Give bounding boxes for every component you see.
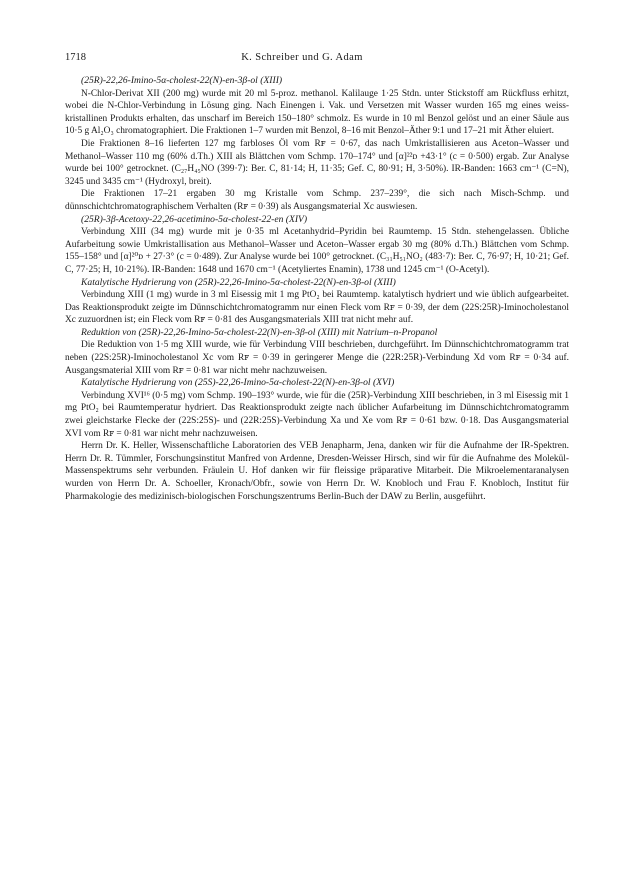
paragraph: Die Fraktionen 17–21 ergaben 30 mg Kristalle vom Schmp. 237–239°, die sich nach Misch-Schmp. und dünnschichtchromatographischem Verhalten (Rꜰ = 0·39) als Ausgangsmaterial Xc auswiesen.	[65, 189, 569, 212]
paragraph: Verbindung XIII (34 mg) wurde mit je 0·35 ml Acetanhydrid–Pyridin bei Raumtemp. 15 Stdn. stehengelassen. Übliche Aufarbeitung sowie Umkristallisation aus Methanol–Wasser und Aceton–Wasser ergab 30 mg (80% d.Th.) Blättchen vom Schmp. 155–158° und [α]²⁰ᴅ + 27·3° (c = 0·489). Zur Analyse wurde bei 100° getrocknet. (C₃₁H₅₁NO₂ (483·7): Ber. C, 76·97; H, 10·21; Gef. C, 77·25; H, 10·21%). IR-Banden: 1648 und 1670 cm⁻¹ (Acetyliertes Enamin), 1738 und 1245 cm⁻¹ (O-Acetyl).	[65, 227, 569, 275]
paragraph: Die Reduktion von 1·5 mg XIII wurde, wie für Verbindung VIII beschrieben, durchgeführt. Im Dünnschichtchromatogramm trat neben (22S:25R)-Iminocholestanol Xc vom Rꜰ = 0·39 in geringerer Menge die (22R:25R)-Verbindung Xd vom Rꜰ = 0·34 auf. Ausgangsmaterial XIII vom Rꜰ = 0·81 war nicht mehr nachzuweisen.	[65, 340, 569, 376]
running-title: K. Schreiber und G. Adam	[241, 52, 363, 63]
section-heading: (25R)-22,26-Imino-5α-cholest-22(N)-en-3β-ol (XIII)	[81, 75, 283, 86]
section-xiv-acetoxy	[65, 214, 569, 277]
page-number: 1718	[65, 52, 86, 63]
article-body	[65, 75, 569, 503]
section-heading: (25R)-3β-Acetoxy-22,26-acetimino-5α-cholest-22-en (XIV)	[81, 213, 308, 225]
section-heading: Katalytische Hydrierung von (25R)-22,26-Imino-5α-cholest-22(N)-en-3β-ol (XIII)	[81, 276, 396, 288]
section-reduction-xiii	[65, 327, 569, 377]
paragraph: Die Fraktionen 8–16 lieferten 127 mg farbloses Öl vom Rꜰ = 0·67, das nach Umkristallisieren aus Aceton–Wasser und Methanol–Wasser 110 mg (60% d.Th.) XIII als Blättchen vom Schmp. 170–174° und [α]²²ᴅ +43·1° (c = 0·500) ergab. Zur Analyse wurde bei 100° getrocknet. (C₂₇H₄₅NO (399·7): Ber. C, 81·14; H, 11·35; Gef. C, 80·91; H, 3·50%). IR-Banden: 1663 cm⁻¹ (C=N), 3245 und 3435 cm⁻¹ (Hydroxyl, breit).	[65, 138, 569, 187]
acknowledgement-paragraph: Herrn Dr. K. Heller, Wissenschaftliche Laboratorien des VEB Jenapharm, Jena, danken wir für die Aufnahme der IR-Spektren. Herrn Dr. R. Tümmler, Forschungsinstitut Manfred von Ardenne, Dresden-Weisser Hirsch, sind wir für die Aufnahme des Molekül-Massenspektrums sehr verbunden. Fräulein U. Hof danken wir für fleissige präparative Mitarbeit. Die Mikroelementaranalysen wurden von Herrn Dr. A. Schoeller, Kronach/Obfr., sowie von Herrn Dr. W. Knobloch und Frau F. Knobloch, Institut für Pharmakologie des medizinisch-biologischen Forschungszentrums Berlin-Buch der DAW zu Berlin, ausgeführt.	[65, 441, 569, 502]
section-hydrogenation-xiii	[65, 277, 569, 327]
paragraph: Verbindung XVI¹⁶ (0·5 mg) vom Schmp. 190–193° wurde, wie für die (25R)-Verbindung XIII beschrieben, in 3 ml Eisessig mit 1 mg PtO₂ bei Raumtemperatur hydriert. Das Reaktionsprodukt zeigte nach üblicher Aufarbeitung im Dünnschichtchromatogramm zwei gleichstarke Flecke der (22S:25S)- und (22R:25S)-Verbindung Xa und Xe vom Rꜰ = 0·61 bzw. 0·18. Das Ausgangsmaterial XVI vom Rꜰ = 0·81 war nicht mehr nachzuweisen.	[65, 390, 569, 439]
section-heading: Reduktion von (25R)-22,26-Imino-5α-cholest-22(N)-en-3β-ol (XIII) mit Natrium–n-Propanol	[81, 326, 438, 338]
section-heading: Katalytische Hydrierung von (25S)-22,26-Imino-5α-cholest-22(N)-en-3β-ol (XVI)	[81, 377, 395, 389]
paragraph: N-Chlor-Derivat XII (200 mg) wurde mit 20 ml 5-proz. methanol. Kalilauge 1·25 Stdn. unter Stickstoff am Rückfluss erhitzt, wobei die N-Chlor-Verbindung in Lösung ging. Nach Einengen i. Vak. und Versetzen mit Wasser wurden 165 mg eines weiss-kristallinen Produkts erhalten, das unscharf im Bereich 150–180° schmolz. Es wurde in 10 ml Benzol gelöst und an einer Säule aus 10·5 g Al₂O₃ chromatographiert. Die Fraktionen 1–7 wurden mit Benzol, 8–16 mit Benzol–Äther 9:1 und 17–21 mit Äther eluiert.	[65, 88, 569, 137]
section-hydrogenation-xvi	[65, 377, 569, 440]
page-header	[65, 52, 569, 63]
section-xiii-preparation	[65, 75, 569, 214]
paragraph: Verbindung XIII (1 mg) wurde in 3 ml Eisessig mit 1 mg PtO₂ bei Raumtemp. katalytisch hydriert und wie üblich aufgearbeitet. Das Reaktionsprodukt zeigte im Dünnschichtchromatogramm nur einen Fleck vom Rꜰ = 0·39, der dem (22S:25R)-Iminocholestanol Xc zuzuordnen ist; ein Fleck vom Rꜰ = 0·81 des Ausgangsmaterials XIII trat nicht mehr auf.	[65, 290, 569, 326]
